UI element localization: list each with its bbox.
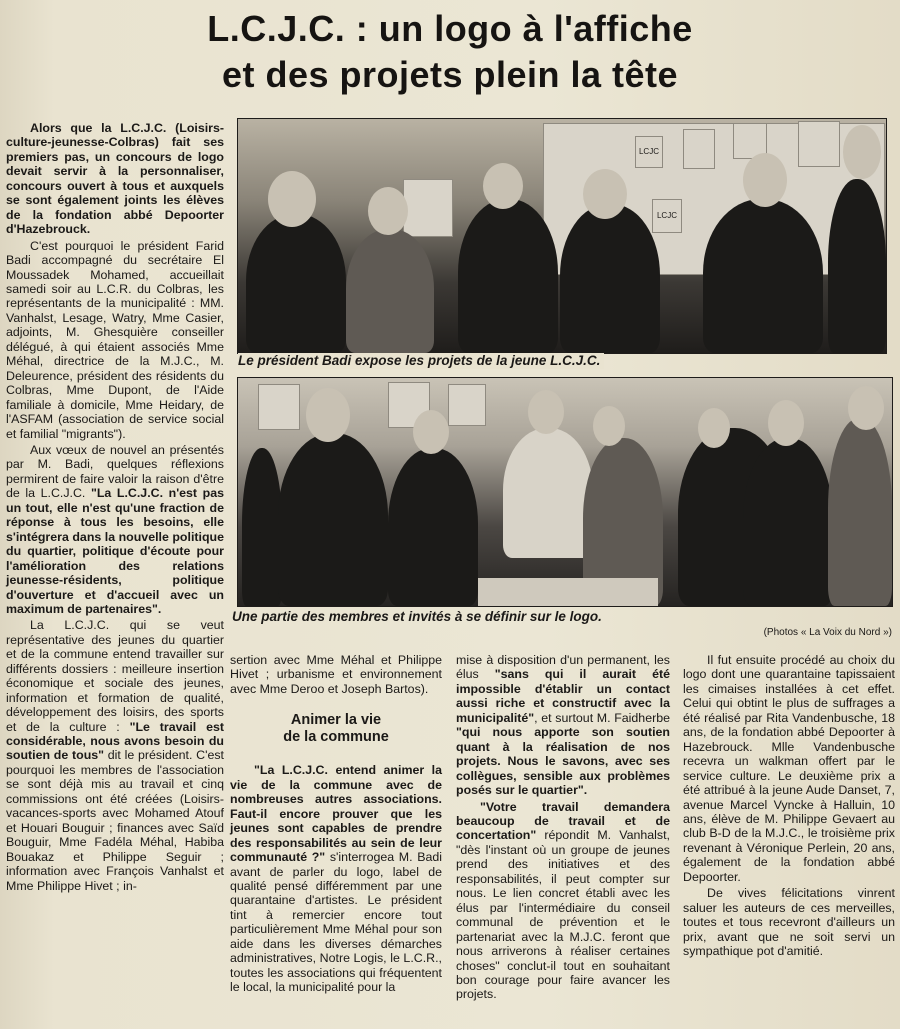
text-run: dit le président. C'est pourquoi les membres de l'association se sont déjà mis au travail et cinq commissions ont été créées (Loisirs-vacances-sports avec Mohamed Atouf et Houari Bouguir ; finances avec Saïd Bouguir, Mme Fadéla Méhal, Habiba Bouakaz et Philippe Seguir ; information avec François Vanhalst et Mme Philippe Hivet ; in- [6, 748, 224, 893]
person-head [368, 187, 408, 235]
poster [798, 121, 840, 167]
paragraph: De vives félicitations vinrent saluer les auteurs de ces merveilles, toutes et tous recevront d'ailleurs un prix, avant que ne soit servi un sympathique pot d'amitié. [683, 886, 895, 959]
person-head [843, 125, 881, 179]
paragraph [230, 763, 442, 994]
paragraph: Il fut ensuite procédé au choix du logo dont une quarantaine tapissaient les cimaises installées à cet effet. Celui qui obtint le plus de suffrages a été réalisé par Rita Vandenbusche, 18 ans, de la fondation abbé Depoorter à Hazebrouck. Mlle Vandenbusche recevra un walkman offert par le service culture. Le deuxième prix a été attribué à la jeune Aude Danset, 7, avenue Marcel Vyncke à Halluin, 10 ans, élève de M. Philippe Gevaert au club B-D de la M.J.C., le troisième prix revenant à Véronique Perlein, 20 ans, également de la fondation abbé Depoorter. [683, 653, 895, 884]
quote: "Le travail est considérable, nous avons besoin du soutien de tous" [6, 719, 224, 763]
person-head [698, 408, 730, 448]
person-head [848, 386, 884, 430]
person [278, 433, 388, 606]
person [242, 448, 282, 606]
person-head [768, 400, 804, 446]
paragraph: C'est pourquoi le président Farid Badi accompagné du secrétaire El Moussadek Mohamed, accueillait samedi soir au L.C.R. du Colbras, les représentants de la municipalité : MM. Vanhalst, Lesage, Watry, Mme Casier, adjoints, M. Ghesquière conseiller délégué, à qui étaient associés Mme Méhal, directrice de la M.J.C., M. Deleurence, président des résidents du Colbras, Mme Dupont, de l'Aide familiale à domicile, Mme Heidary, de l'ASFAM (association de service social et familial "migrants"). [6, 238, 224, 441]
person-head [593, 406, 625, 446]
person-head [583, 169, 627, 219]
text-run: répondit M. Vanhalst, "dès l'instant où un groupe de jeunes prend des initiatives et des responsabilités, il peut compter sur nous. Le lien concret établi avec les élus par l'intermédiaire du conseil communal de prévention et le partenariat avec la M.J.C. feront que nous arriverons à réaliser certaines choses" conclut-il tout en souhaitant bon courage pour faire avancer les projets. [456, 828, 670, 1002]
article-column-4 [683, 653, 895, 959]
quote: "La L.C.J.C. entend animer la vie de la commune avec de nombreuses autres associations. Faut-il encore prouver que les jeunes sont capables de prendre des responsabilités au sein de leur communauté ?" [230, 763, 442, 865]
poster [683, 129, 715, 169]
text-run: Aux vœux de nouvel an présentés par M. Badi, quelques réflexions permirent de faire valoir la raison d'être de la L.C.J.C. [6, 442, 224, 501]
quote: "Votre travail demandera beaucoup de travail et de concertation" [456, 799, 670, 843]
text-run: , et surtout M. Faidherbe [534, 710, 670, 725]
headline-line-1: L.C.J.C. : un logo à l'affiche [207, 8, 693, 49]
paragraph [456, 800, 670, 1002]
paragraph [6, 443, 224, 616]
article-column-1 [6, 121, 224, 893]
poster [258, 384, 300, 430]
person-head [306, 388, 350, 442]
person [246, 214, 346, 353]
quote: "qui nous apporte son soutien quant à la réalisation de nos projets. Nous le savons, avec ses collègues, sensible aux problèmes posés sur le quartier". [456, 725, 670, 798]
text-run: mise à disposition d'un permanent, les élus [456, 653, 670, 682]
headline [0, 6, 900, 98]
person [828, 418, 892, 606]
photo-credit: (Photos « La Voix du Nord ») [763, 627, 892, 638]
quote: "La L.C.J.C. n'est pas un tout, elle n'est qu'une fraction de réponse à tous les besoins, elle s'intégrera dans la nouvelle politique du quartier, politique d'écoute pour l'amélioration des relations jeunesse-résidents, politique d'ouverture et d'accueil avec un maximum de partenaires". [6, 486, 224, 616]
person-head [483, 163, 523, 209]
article-column-3 [456, 653, 670, 1002]
section-subheading [230, 712, 442, 746]
logo-poster: LCJC [635, 136, 663, 168]
photo-caption: Le président Badi expose les projets de la jeune L.C.J.C. [238, 353, 604, 369]
photo-members [237, 377, 893, 607]
person [560, 204, 660, 353]
person [458, 199, 558, 353]
person-head [528, 390, 564, 434]
intro-paragraph: Alors que la L.C.J.C. (Loisirs-culture-jeunesse-Colbras) fait ses premiers pas, un concours de logo devait servir à la personnaliser, concours ouvert à tous et auxquels se sont également joints les élèves de la fondation abbé Depoorter d'Hazebrouck. [6, 121, 224, 237]
photo-president [237, 118, 887, 354]
quote: "sans qui il aurait été impossible d'établir un contact aussi riche et constructif avec la municipalité" [456, 667, 670, 725]
subheading-line: de la commune [283, 729, 389, 746]
person-head [268, 171, 316, 227]
logo-poster: LCJC [652, 199, 682, 233]
headline-line-2: et des projets plein la tête [221, 54, 679, 95]
poster [403, 179, 453, 237]
paragraph [6, 618, 224, 893]
person [388, 448, 478, 606]
person [828, 179, 886, 353]
person-head [743, 153, 787, 207]
poster [448, 384, 486, 426]
person [703, 199, 823, 353]
photo-caption: Une partie des membres et invités à se définir sur le logo. [232, 609, 602, 624]
subheading-line: Animer la vie [290, 712, 382, 729]
person [503, 428, 593, 558]
paragraph [456, 653, 670, 798]
article-column-2 [230, 653, 442, 995]
paragraph: sertion avec Mme Méhal et Philippe Hivet ; urbanisme et environnement avec Mme Deroo et Joseph Bartos). [230, 653, 442, 696]
text-run: s'interrogea M. Badi avant de parler du logo, label de qualité pensé différemment par une quarantaine d'artistes. Le président tint à remercier encore tout particulièrement Mme Méhal pour son aide dans les diverses démarches administratives, Notre Logis, le L.C.R., toutes les associations qui fréquentent le local, la municipalité pour la [230, 850, 442, 995]
person [346, 229, 434, 353]
person [743, 438, 833, 606]
text-run: La L.C.J.C. qui se veut représentative des jeunes du quartier et de la commune entend travailler sur différents dossiers : meilleure insertion économique et sociale des jeunes, information et formation de qualité, développement des loisirs, des sports et de la culture : [6, 618, 224, 734]
table-with-glasses [478, 578, 658, 606]
person-head [413, 410, 449, 454]
